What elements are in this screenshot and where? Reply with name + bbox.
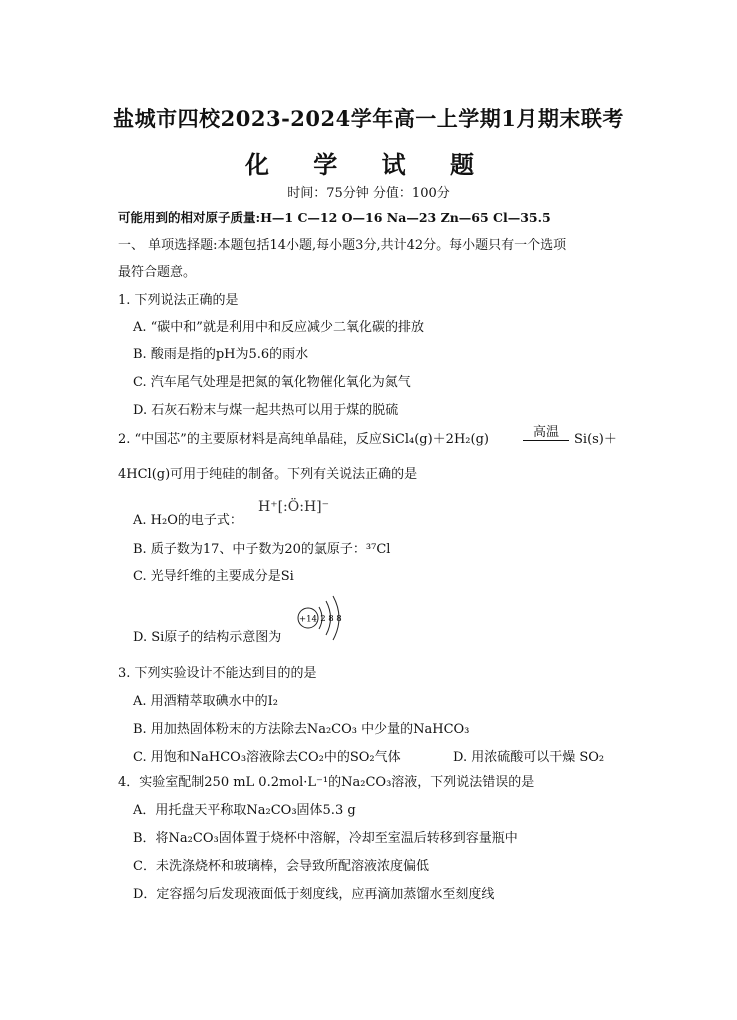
q3-option-a: A. 用酒精萃取碘水中的I₂ xyxy=(133,694,278,709)
q1-option-a: A. “碳中和”就是利用中和反应减少二氧化碳的排放 xyxy=(133,320,424,335)
q3-option-b: B. 用加热固体粉末的方法除去Na₂CO₃ 中少量的NaHCO₃ xyxy=(133,722,470,737)
q3-option-c: C. 用饱和NaHCO₃溶液除去CO₂中的SO₂气体 xyxy=(133,750,401,765)
reaction-arrow-line xyxy=(523,440,569,441)
q2-option-c: C. 光导纤维的主要成分是Si xyxy=(133,569,294,584)
q1-option-b: B. 酸雨是指的pH为5.6的雨水 xyxy=(133,347,309,362)
q4-stem: 4．实验室配制250 mL 0.2mol·L⁻¹的Na₂CO₃溶液，下列说法错误的是 xyxy=(118,775,535,790)
q2-reaction-condition: 高温 xyxy=(532,425,559,440)
si-atom-structure-diagram xyxy=(295,590,355,646)
exam-title: 盐城市四校2023-2024学年高一上学期1月期末联考 xyxy=(113,106,624,131)
subject-title: 化 学 试 题 xyxy=(244,150,493,179)
q1-option-c: C. 汽车尾气处理是把氮的氧化物催化氧化为氮气 xyxy=(133,375,411,390)
shell-2-electrons: 8 xyxy=(328,614,334,624)
q4-option-a: A．用托盘天平称取Na₂CO₃固体5.3 g xyxy=(133,803,356,818)
shell-3-electrons: 8 xyxy=(336,614,342,624)
shell-1-electrons: 2 xyxy=(320,614,326,624)
q1-stem: 1. 下列说法正确的是 xyxy=(118,293,239,308)
q1-option-d: D. 石灰石粉末与煤一起共热可以用于煤的脱硫 xyxy=(133,403,399,418)
time-and-score: 时间：75分钟 分值：100分 xyxy=(287,186,450,201)
q4-option-d: D．定容摇匀后发现液面低于刻度线，应再滴加蒸馏水至刻度线 xyxy=(133,887,495,902)
q4-option-c: C．未洗涤烧杯和玻璃棒，会导致所配溶液浓度偏低 xyxy=(133,859,429,874)
q2-option-a: A. H₂O的电子式： xyxy=(133,513,243,528)
q2-stem-line2: 4HCl(g)可用于纯硅的制备。下列有关说法正确的是 xyxy=(118,467,418,482)
q3-option-d: D. 用浓硫酸可以干燥 SO₂ xyxy=(453,750,605,765)
section1-instructions-line1: 一、 单项选择题:本题包括14小题,每小题3分,共计42分。每小题只有一个选项 xyxy=(118,238,567,253)
nucleus-charge: +14 xyxy=(299,614,317,625)
q2-option-d: D. Si原子的结构示意图为 xyxy=(133,630,282,645)
water-electron-formula: H⁺[:Ö:H]⁻ xyxy=(258,499,330,515)
q3-stem: 3. 下列实验设计不能达到目的的是 xyxy=(118,666,317,681)
q2-stem-part2: Si(s)＋ xyxy=(574,432,617,447)
q2-option-b: B. 质子数为17、中子数为20的氯原子：³⁷Cl xyxy=(133,542,391,557)
q4-option-b: B．将Na₂CO₃固体置于烧杯中溶解，冷却至室温后转移到容量瓶中 xyxy=(133,831,518,846)
q2-stem-part1: 2. “中国芯”的主要原材料是高纯单晶硅，反应SiCl₄(g)＋2H₂(g) xyxy=(118,432,489,447)
atomic-masses: 可能用到的相对原子质量:H—1 C—12 O—16 Na—23 Zn—65 Cl—35.5 xyxy=(118,210,551,225)
section1-instructions-line2: 最符合题意。 xyxy=(118,265,197,280)
